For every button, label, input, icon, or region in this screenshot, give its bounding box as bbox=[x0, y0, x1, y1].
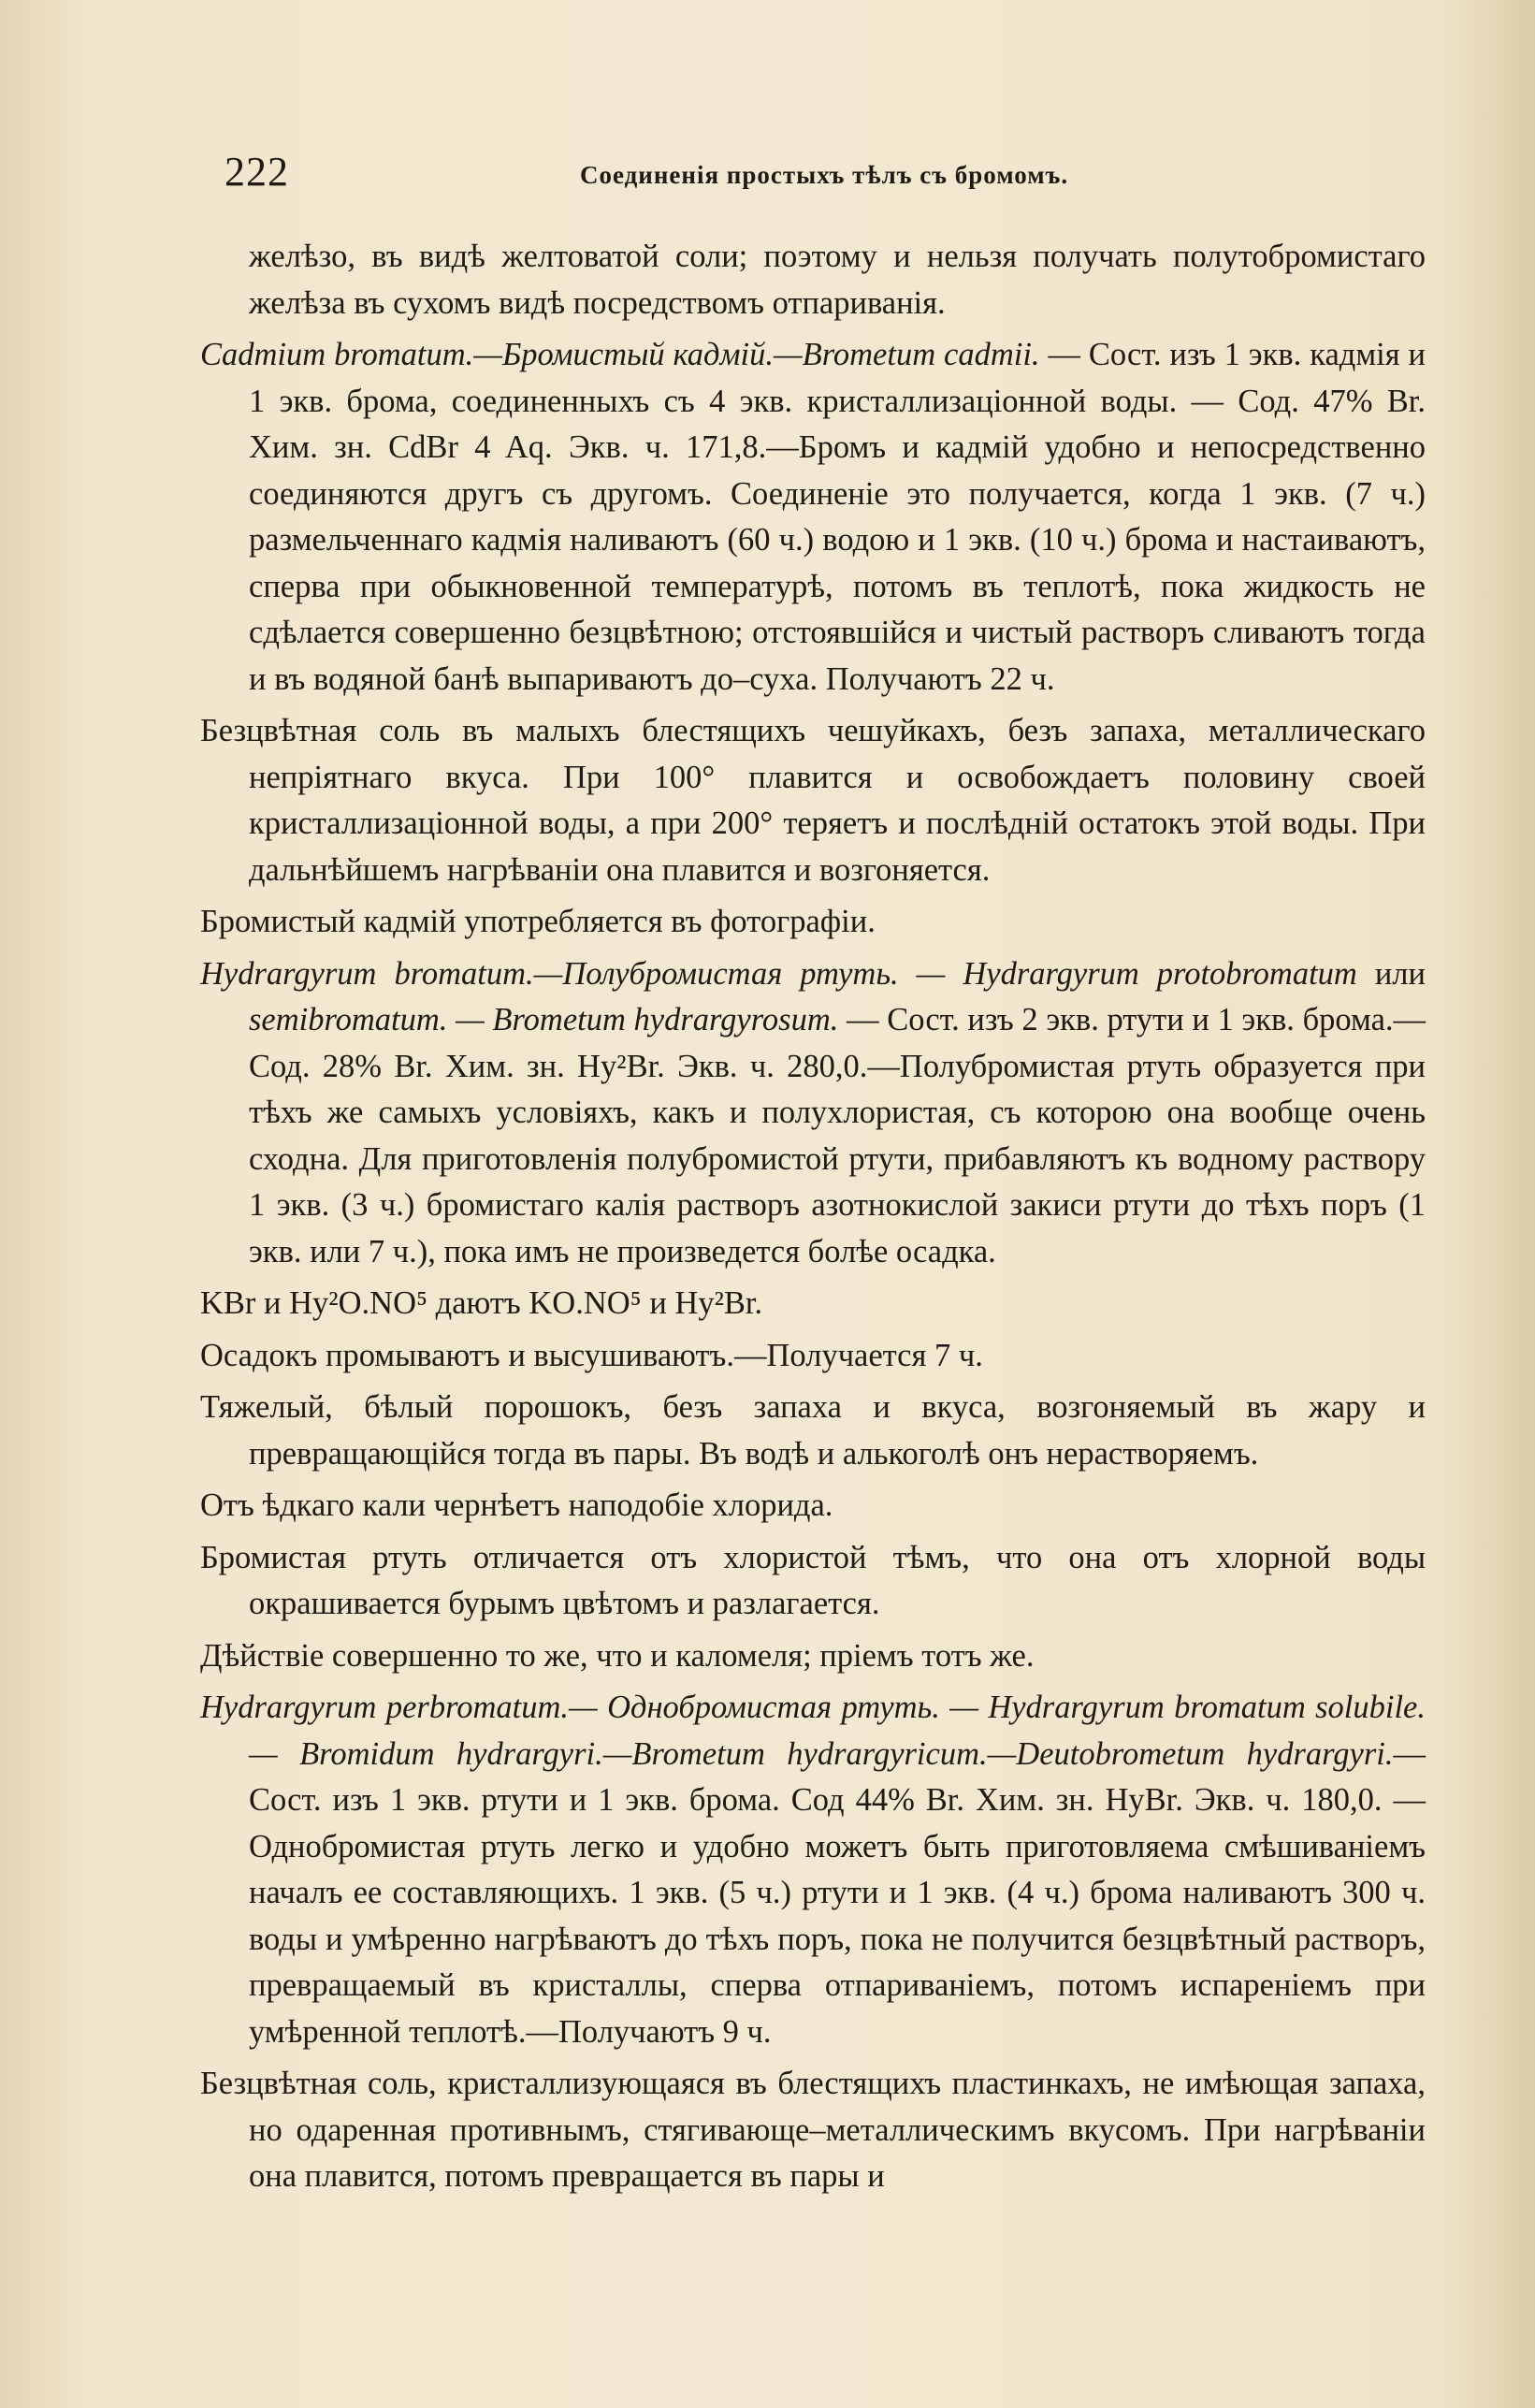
italic-term: semibromatum. — Brometum hydrargyrosum. bbox=[249, 1002, 839, 1037]
paragraph bbox=[200, 1385, 1426, 1477]
page-body bbox=[200, 234, 1426, 2206]
paragraph bbox=[200, 1483, 1426, 1530]
paragraph bbox=[200, 951, 1426, 1276]
page-header bbox=[224, 148, 1384, 204]
paragraph bbox=[200, 332, 1426, 703]
paragraph bbox=[200, 234, 1426, 326]
page-number: 222 bbox=[224, 149, 289, 195]
text-run: KBr и Hy²O.NO⁵ даютъ KO.NO⁵ и Hy²Br. bbox=[200, 1285, 763, 1321]
italic-term: Cadmium bromatum.—Бромистый кадмій.—Brometum cadmii. bbox=[200, 337, 1040, 372]
text-run: Безцвѣтная соль, кристаллизующаяся въ блестящихъ пластинкахъ, не имѣющая запаха, но одаренная противнымъ, стягивающе–металлическимъ вкусомъ. При нагрѣваніи она плавится, потомъ превращается въ пары и bbox=[200, 2066, 1426, 2194]
paragraph bbox=[200, 2061, 1426, 2200]
paragraph bbox=[200, 1535, 1426, 1628]
running-title: Соединенія простыхъ тѣлъ съ бромомъ. bbox=[580, 161, 1069, 189]
paragraph bbox=[200, 708, 1426, 893]
paragraph bbox=[200, 1333, 1426, 1380]
text-run: Отъ ѣдкаго кали чернѣетъ наподобіе хлорида. bbox=[200, 1487, 833, 1523]
paragraph bbox=[200, 899, 1426, 946]
paragraph bbox=[200, 1685, 1426, 2055]
text-run: — Сост. изъ 2 экв. ртути и 1 экв. брома.—Сод. 28% Br. Хим. зн. Hy²Br. Экв. ч. 280,0.—Полубромистая ртуть образуется при тѣхъ же самыхъ условіяхъ, какъ и полухлористая, съ которою она вообще очень сходна. Для приготовленія полубромистой ртути, прибавляютъ къ водному раствору 1 экв. (3 ч.) бромистаго калія растворъ азотнокислой закиси ртути до тѣхъ поръ (1 экв. или 7 ч.), пока имъ не произведется болѣе осадка. bbox=[249, 1002, 1426, 1269]
text-run: Безцвѣтная соль въ малыхъ блестящихъ чешуйкахъ, безъ запаха, металлическаго непріятнаго вкуса. При 100° плавится и освобождаетъ половину своей кристаллизаціонной воды, а при 200° теряетъ и послѣдній остатокъ этой воды. При дальнѣйшемъ нагрѣваніи она плавится и возгоняется. bbox=[200, 713, 1426, 888]
paragraph bbox=[200, 1633, 1426, 1680]
italic-term: Hydrargyrum bromatum.—Полубромистая ртуть. — Hydrargyrum protobromatum bbox=[200, 955, 1357, 992]
text-run: Бромистый кадмій употребляется въ фотографіи. bbox=[200, 904, 876, 939]
text-run: — Сост. изъ 1 экв. кадмія и 1 экв. брома, соединенныхъ съ 4 экв. кристаллизаціонной воды. — Сод. 47% Br. Хим. зн. CdBr 4 Aq. Экв. ч. 171,8.—Бромъ и кадмій удобно и непосредственно соединяются другъ съ другомъ. Соединеніе это получается, когда 1 экв. (7 ч.) размельченнаго кадмія наливаютъ (60 ч.) водою и 1 экв. (10 ч.) брома и настаиваютъ, сперва при обыкновенной температурѣ, потомъ въ теплотѣ, пока жидкость не сдѣлается совершенно безцвѣтною; отстоявшійся и чистый растворъ сливаютъ тогда и въ водяной банѣ выпариваютъ до–суха. Получаютъ 22 ч. bbox=[249, 337, 1426, 697]
text-run: Бромистая ртуть отличается отъ хлористой тѣмъ, что она отъ хлорной воды окрашивается бурымъ цвѣтомъ и разлагается. bbox=[200, 1539, 1426, 1621]
text-run: Осадокъ промываютъ и высушиваютъ.—Получается 7 ч. bbox=[200, 1337, 983, 1373]
paragraph bbox=[200, 1281, 1426, 1327]
text-run: или bbox=[1356, 955, 1426, 992]
text-run: желѣзо, въ видѣ желтоватой соли; поэтому и нельзя получать полутобромистаго желѣза въ сухомъ видѣ посредствомъ отпариванія. bbox=[249, 239, 1426, 321]
text-run: Дѣйствіе совершенно то же, что и каломеля; пріемъ тотъ же. bbox=[200, 1637, 1035, 1674]
text-run: Тяжелый, бѣлый порошокъ, безъ запаха и вкуса, возгоняемый въ жару и превращающійся тогда въ пары. Въ водѣ и алькоголѣ онъ нерастворяемъ. bbox=[200, 1389, 1426, 1472]
text-run: —Сост. изъ 1 экв. ртути и 1 экв. брома. Сод 44% Br. Хим. зн. HyBr. Экв. ч. 180,0. —Однобромистая ртуть легко и удобно можетъ быть приготовляема смѣшиваніемъ началъ ее составляющихъ. 1 экв. (5 ч.) ртути и 1 экв. (4 ч.) брома наливаютъ 300 ч. воды и умѣренно нагрѣваютъ до тѣхъ поръ, пока не получится безцвѣтный растворъ, превращаемый въ кристаллы, сперва отпариваніемъ, потомъ испареніемъ при умѣренной теплотѣ.—Получаютъ 9 ч. bbox=[249, 1735, 1426, 2050]
italic-term: Hydrargyrum perbromatum.— Однобромистая ртуть. — Hydrargyrum bromatum solubile.— Bromidum hydrargyri.—Brometum hydrargyricum.—Deutobrometum hydrargyri. bbox=[200, 1690, 1426, 1772]
